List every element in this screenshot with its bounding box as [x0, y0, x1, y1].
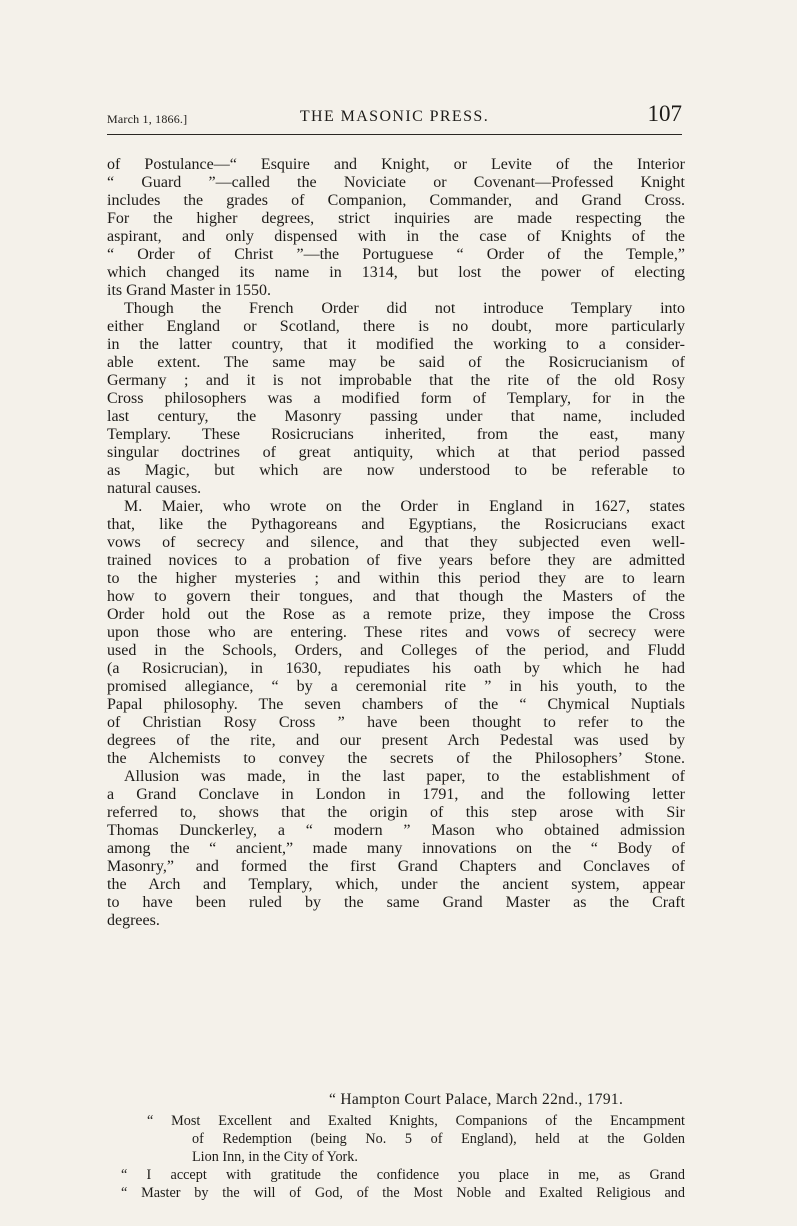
- text-line: includes the grades of Companion, Commander, and Grand Cross.: [107, 192, 685, 209]
- text-line: promised allegiance, “ by a ceremonial rite ” in his youth, to the: [107, 678, 685, 695]
- text-line: Papal philosophy. The seven chambers of the “ Chymical Nuptials: [107, 696, 685, 713]
- text-line: among the “ ancient,” made many innovations on the “ Body of: [107, 840, 685, 857]
- text-line: to the higher mysteries ; and within this period they are to learn: [107, 570, 685, 587]
- header-date: March 1, 1866.]: [107, 112, 188, 126]
- text-line: Templary. These Rosicrucians inherited, from the east, many: [107, 426, 685, 443]
- text-line: upon those who are entering. These rites and vows of secrecy were: [107, 624, 685, 641]
- text-line: “ Order of Christ ”—the Portuguese “ Order of the Temple,”: [107, 246, 685, 263]
- text-line: able extent. The same may be said of the Rosicrucianism of: [107, 354, 685, 371]
- text-line: used in the Schools, Orders, and Colleges of the period, and Fludd: [107, 642, 685, 659]
- text-line: vows of secrecy and silence, and that they subjected even well-: [107, 534, 685, 551]
- running-header: [107, 101, 682, 134]
- text-line: in the latter country, that it modified the working to a consider-: [107, 336, 685, 353]
- article-body: [107, 156, 685, 930]
- text-line: “ Guard ”—called the Noviciate or Covenant—Professed Knight: [107, 174, 685, 191]
- text-line: Cross philosophers was a modified form of Templary, for in the: [107, 390, 685, 407]
- text-line: Order hold out the Rose as a remote prize, they impose the Cross: [107, 606, 685, 623]
- text-line: last century, the Masonry passing under that name, included: [107, 408, 685, 425]
- text-line: (a Rosicrucian), in 1630, repudiates his oath by which he had: [107, 660, 685, 677]
- text-line: which changed its name in 1314, but lost the power of electing: [107, 264, 685, 281]
- text-line: the Arch and Templary, which, under the ancient system, appear: [107, 876, 685, 893]
- letter-line: “ Most Excellent and Exalted Knights, Companions of the Encampment: [147, 1113, 685, 1129]
- text-line: its Grand Master in 1550.: [107, 282, 271, 299]
- letter-dateline: “ Hampton Court Palace, March 22nd., 1791.: [329, 1091, 624, 1108]
- header-rule: [107, 134, 682, 135]
- text-line: the Alchemists to convey the secrets of the Philosophers’ Stone.: [107, 750, 685, 767]
- text-line: Though the French Order did not introduce Templary into: [124, 300, 685, 317]
- text-line: as Magic, but which are now understood to be referable to: [107, 462, 685, 479]
- paragraph-1: [107, 156, 685, 300]
- text-line: of Postulance—“ Esquire and Knight, or Levite of the Interior: [107, 156, 685, 173]
- paragraph-2: [107, 300, 685, 498]
- text-line: Masonry,” and formed the first Grand Chapters and Conclaves of: [107, 858, 685, 875]
- text-line: Allusion was made, in the last paper, to the establishment of: [124, 768, 685, 785]
- letter-line: “ Master by the will of God, of the Most Noble and Exalted Religious and: [121, 1185, 685, 1201]
- text-line: to have been ruled by the same Grand Master as the Craft: [107, 894, 685, 911]
- text-line: either England or Scotland, there is no doubt, more particularly: [107, 318, 685, 335]
- letter-line: of Redemption (being No. 5 of England), held at the Golden: [192, 1131, 685, 1147]
- quoted-letter: [107, 1112, 685, 1202]
- letter-line: “ I accept with gratitude the confidence you place in me, as Grand: [121, 1167, 685, 1183]
- paragraph-3: [107, 498, 685, 768]
- text-line: For the higher degrees, strict inquiries are made respecting the: [107, 210, 685, 227]
- letter-line: Lion Inn, in the City of York.: [192, 1149, 358, 1165]
- text-line: degrees.: [107, 912, 160, 929]
- text-line: of Christian Rosy Cross ” have been thought to refer to the: [107, 714, 685, 731]
- page-number: 107: [647, 101, 682, 126]
- text-line: referred to, shows that the origin of this step arose with Sir: [107, 804, 685, 821]
- text-line: M. Maier, who wrote on the Order in England in 1627, states: [124, 498, 685, 515]
- text-line: singular doctrines of great antiquity, which at that period passed: [107, 444, 685, 461]
- text-line: Germany ; and it is not improbable that the rite of the old Rosy: [107, 372, 685, 389]
- text-line: trained novices to a probation of five years before they are admitted: [107, 552, 685, 569]
- text-line: degrees of the rite, and our present Arch Pedestal was used by: [107, 732, 685, 749]
- text-line: a Grand Conclave in London in 1791, and the following letter: [107, 786, 685, 803]
- text-line: Thomas Dunckerley, a “ modern ” Mason who obtained admission: [107, 822, 685, 839]
- header-title: THE MASONIC PRESS.: [299, 108, 490, 125]
- text-line: how to govern their tongues, and that though the Masters of the: [107, 588, 685, 605]
- paragraph-4: [107, 768, 685, 930]
- text-line: natural causes.: [107, 480, 202, 497]
- text-line: aspirant, and only dispensed with in the case of Knights of the: [107, 228, 685, 245]
- text-line: that, like the Pythagoreans and Egyptians, the Rosicrucians exact: [107, 516, 685, 533]
